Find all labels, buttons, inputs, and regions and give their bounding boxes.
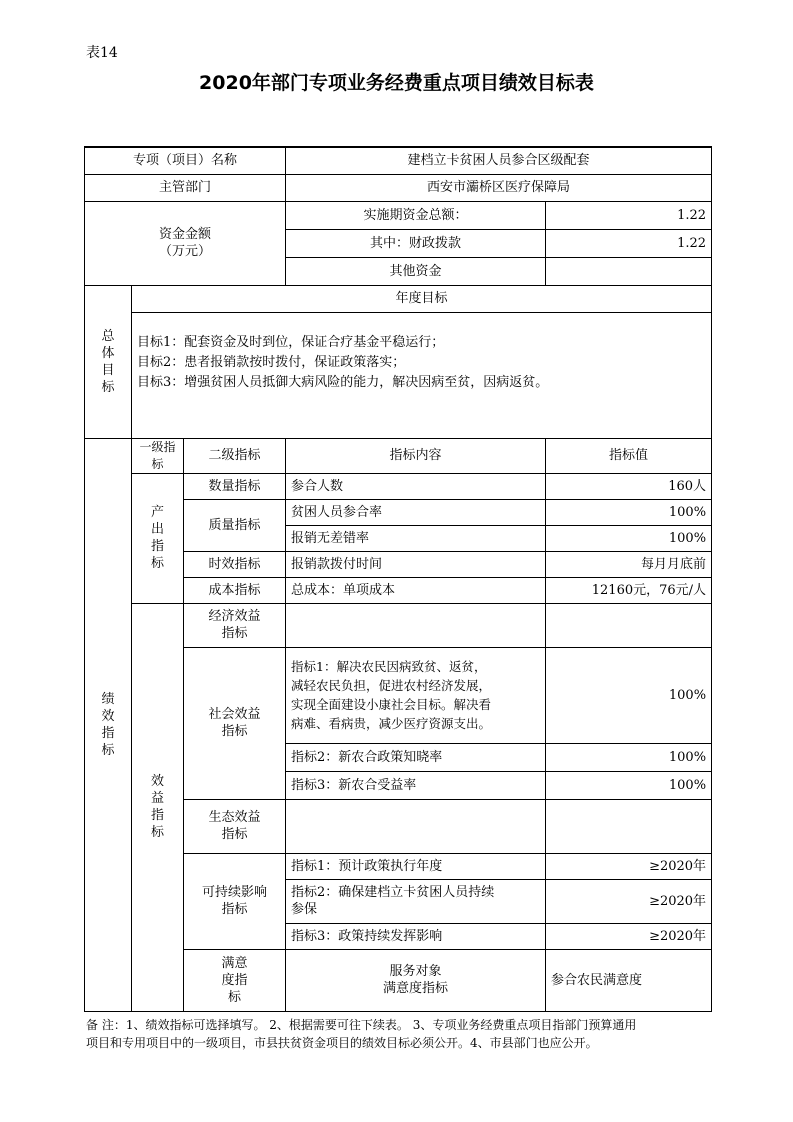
annual-goal-header: 年度目标 xyxy=(132,285,712,312)
sustainable-content-2 xyxy=(286,879,546,923)
social-benefit-label-line1: 社会效益 xyxy=(208,707,261,722)
satisfaction-indicator-label xyxy=(184,949,286,1011)
benefit-indicator-label xyxy=(132,603,184,1011)
quantity-indicator-label: 数量指标 xyxy=(184,473,286,499)
service-satisfaction-label xyxy=(286,949,546,1011)
overall-goal-side-label xyxy=(85,285,132,438)
funds-other-label: 其他资金 xyxy=(286,257,546,285)
ecological-benefit-label-line1: 生态效益 xyxy=(208,810,261,825)
overall-side-char: 总 xyxy=(101,328,115,344)
economic-benefit-content xyxy=(286,603,546,647)
sustainable-content-2-line1: 指标2：确保建档立卡贫困人员持续 xyxy=(291,885,495,900)
social-benefit-content-3: 指标3：新农合受益率 xyxy=(286,771,546,799)
social-benefit-label-line2: 指标 xyxy=(221,724,248,739)
annual-goal-content xyxy=(132,312,712,438)
sustainable-content-2-line2: 参保 xyxy=(291,902,318,917)
benefit-label-char: 指 xyxy=(150,808,164,823)
annual-goal-line: 目标2：患者报销款按时拨付，保证政策落实； xyxy=(137,354,406,370)
output-label-char: 指 xyxy=(150,539,164,554)
sustainable-content-3: 指标3：政策持续发挥影响 xyxy=(286,923,546,949)
funds-label-line1: 资金金额 xyxy=(159,227,212,242)
quantity-content: 参合人数 xyxy=(286,473,546,499)
overall-side-char: 目 xyxy=(101,362,115,378)
funds-other-value xyxy=(546,257,712,285)
output-indicator-label xyxy=(132,473,184,603)
sustainable-impact-label xyxy=(184,853,286,949)
benefit-label-char: 标 xyxy=(150,825,164,840)
annual-goal-line: 目标3：增强贫困人员抵御大病风险的能力，解决因病至贫，因病返贫。 xyxy=(137,374,549,390)
overall-side-char: 标 xyxy=(101,379,115,395)
social-benefit-value-3: 100% xyxy=(546,771,712,799)
level1-header: 一级指标 xyxy=(132,438,184,473)
economic-benefit-label xyxy=(184,603,286,647)
quality-indicator-label: 质量指标 xyxy=(184,499,286,551)
output-label-char: 产 xyxy=(150,505,164,520)
performance-target-table xyxy=(84,146,712,1012)
timeliness-indicator-label: 时效指标 xyxy=(184,551,286,577)
footnote-line1: 备 注：1、绩效指标可选择填写。 2、根据需要可往下续表。 3、专项业务经费重点项目指部门预算通用 xyxy=(86,1018,637,1032)
social-benefit-value-1: 100% xyxy=(546,647,712,743)
department-label: 主管部门 xyxy=(85,174,286,201)
perf-side-char: 绩 xyxy=(101,691,115,707)
cost-indicator-label: 成本指标 xyxy=(184,577,286,603)
sustainable-content-1: 指标1：预计政策执行年度 xyxy=(286,853,546,879)
quality-content: 报销无差错率 xyxy=(286,525,546,551)
overall-side-char: 体 xyxy=(101,345,115,361)
funds-total-label: 实施期资金总额： xyxy=(286,201,546,229)
economic-benefit-label-line1: 经济效益 xyxy=(208,609,261,624)
quality-value: 100% xyxy=(546,499,712,525)
ecological-benefit-content xyxy=(286,799,546,853)
service-satisfaction-label-line1: 服务对象 xyxy=(389,964,442,979)
sustainable-label-line1: 可持续影响 xyxy=(202,885,268,900)
ecological-benefit-label-line2: 指标 xyxy=(221,827,248,842)
footnote xyxy=(86,1016,716,1052)
funds-fiscal-label: 其中：财政拨款 xyxy=(286,229,546,257)
footnote-line2: 项目和专用项目中的一级项目，市县扶贫资金项目的绩效目标必须公开。4、市县部门也应公开。 xyxy=(86,1036,598,1050)
cost-content: 总成本：单项成本 xyxy=(286,577,546,603)
quality-value: 100% xyxy=(546,525,712,551)
sustainable-value-3: ≥2020年 xyxy=(546,923,712,949)
social-benefit-label xyxy=(184,647,286,799)
perf-side-char: 指 xyxy=(101,725,115,741)
benefit-label-char: 益 xyxy=(150,791,164,806)
funds-fiscal-value: 1.22 xyxy=(546,229,712,257)
timeliness-value: 每月月底前 xyxy=(546,551,712,577)
satisfaction-label-line: 满意 xyxy=(221,955,248,971)
satisfaction-content: 参合农民满意度 xyxy=(546,949,712,1011)
value-header: 指标值 xyxy=(546,438,712,473)
annual-goal-line: 目标1：配套资金及时到位，保证合疗基金平稳运行； xyxy=(137,334,445,350)
funds-label-line2: （万元） xyxy=(159,244,212,259)
service-satisfaction-label-line2: 满意度指标 xyxy=(383,981,449,996)
ecological-benefit-label xyxy=(184,799,286,853)
performance-side-label xyxy=(85,438,132,1011)
project-name-value: 建档立卡贫困人员参合区级配套 xyxy=(286,147,712,174)
quality-content: 贫困人员参合率 xyxy=(286,499,546,525)
table-number-label: 表14 xyxy=(86,45,118,61)
social-content-line: 实现全面建设小康社会目标。解决看 xyxy=(291,697,492,712)
sustainable-value-2: ≥2020年 xyxy=(546,879,712,923)
perf-side-char: 标 xyxy=(101,742,115,758)
social-benefit-content-1 xyxy=(286,647,546,743)
economic-benefit-label-line2: 指标 xyxy=(221,626,248,641)
social-content-line: 病难、看病贵，减少医疗资源支出。 xyxy=(291,716,492,731)
department-value: 西安市灞桥区医疗保障局 xyxy=(286,174,712,201)
economic-benefit-value xyxy=(546,603,712,647)
content-header: 指标内容 xyxy=(286,438,546,473)
document-title: 2020年部门专项业务经费重点项目绩效目标表 xyxy=(199,72,594,94)
funds-total-value: 1.22 xyxy=(546,201,712,229)
satisfaction-label-line: 标 xyxy=(228,989,242,1005)
output-label-char: 出 xyxy=(150,522,164,537)
benefit-label-char: 效 xyxy=(150,774,164,789)
output-label-char: 标 xyxy=(150,556,164,571)
funds-label xyxy=(85,201,286,285)
social-benefit-content-2: 指标2：新农合政策知晓率 xyxy=(286,743,546,771)
social-benefit-value-2: 100% xyxy=(546,743,712,771)
sustainable-value-1: ≥2020年 xyxy=(546,853,712,879)
cost-value: 12160元，76元/人 xyxy=(546,577,712,603)
perf-side-char: 效 xyxy=(101,708,115,724)
timeliness-content: 报销款拨付时间 xyxy=(286,551,546,577)
satisfaction-label-line: 度指 xyxy=(221,972,248,988)
level2-header: 二级指标 xyxy=(184,438,286,473)
sustainable-label-line2: 指标 xyxy=(221,902,248,917)
quantity-value: 160人 xyxy=(546,473,712,499)
ecological-benefit-value xyxy=(546,799,712,853)
social-content-line: 减轻农民负担，促进农村经济发展， xyxy=(291,678,492,693)
social-content-line: 指标1：解决农民因病致贫、返贫， xyxy=(291,659,487,674)
project-name-label: 专项（项目）名称 xyxy=(85,147,286,174)
